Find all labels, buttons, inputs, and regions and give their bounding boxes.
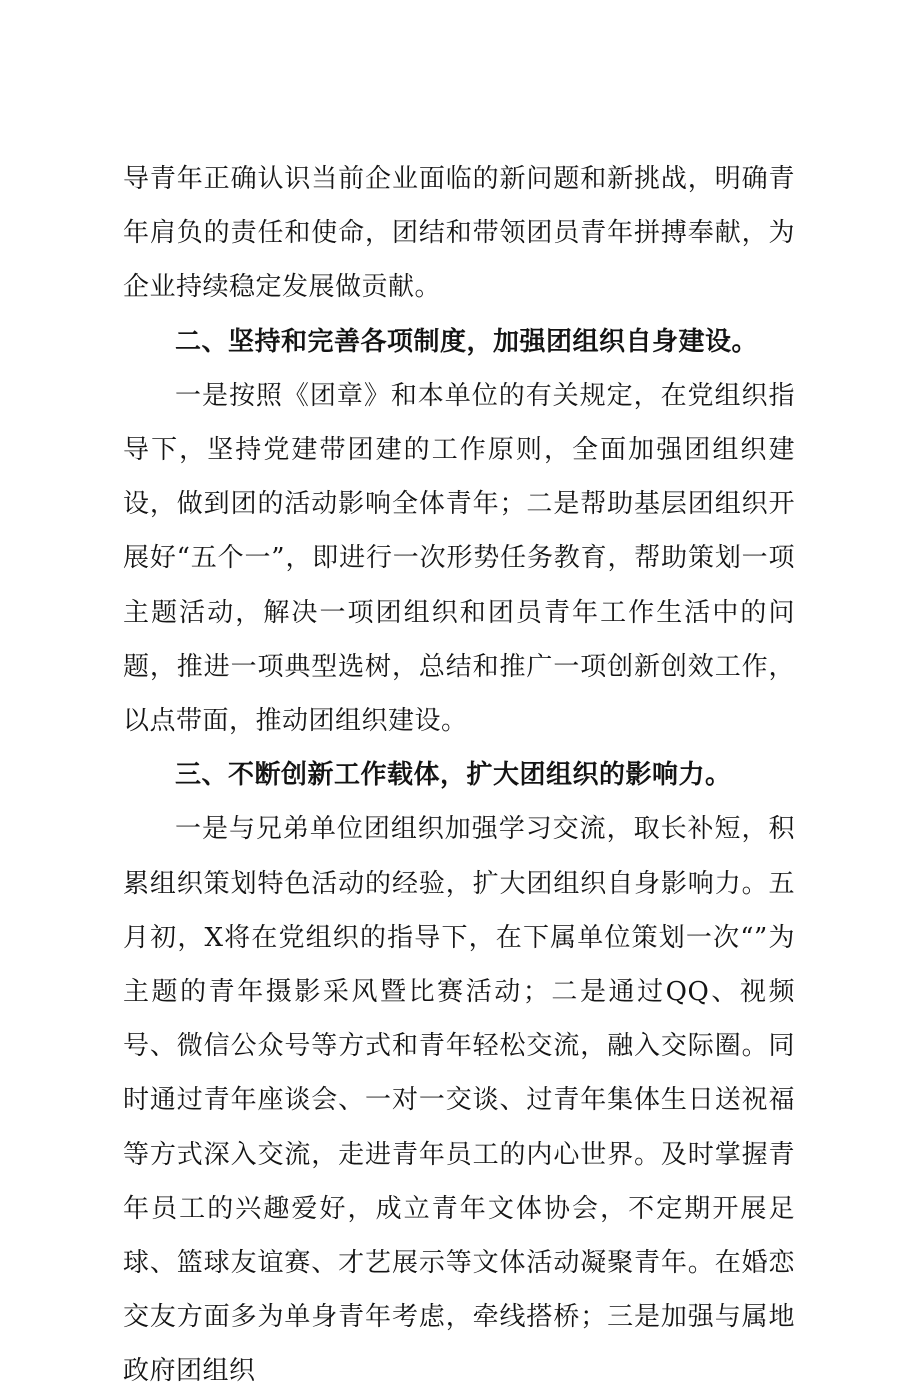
section-heading-3: 三、不断创新工作载体，扩大团组织的影响力。	[175, 760, 732, 791]
paragraph-continuation: 导青年正确认识当前企业面临的新问题和新挑战，明确青年肩负的责任和使命，团结和带领团员青年拼搏奉献，为企业持续稳定发展做贡献。	[123, 164, 795, 303]
paragraph-section-3: 一是与兄弟单位团组织加强学习交流，取长补短，积累组织策划特色活动的经验，扩大团组织自身影响力。五月初，X将在党组织的指导下，在下属单位策划一次“”为主题的青年摄影采风暨比赛活动；二是通过QQ、视频号、微信公众号等方式和青年轻松交流，融入交际圈。同时通过青年座谈会、一对一交谈、过青年集体生日送祝福等方式深入交流，走进青年员工的内心世界。及时掌握青年员工的兴趣爱好，成立青年文体协会，不定期开展足球、篮球友谊赛、才艺展示等文体活动凝聚青年。在婚恋交友方面多为单身青年考虑，牵线搭桥；三是加强与属地政府团组织	[123, 814, 795, 1387]
section-heading-2: 二、坚持和完善各项制度，加强团组织自身建设。	[175, 326, 759, 357]
document-body	[123, 152, 795, 1399]
paragraph-section-2: 一是按照《团章》和本单位的有关规定，在党组织指导下，坚持党建带团建的工作原则，全面加强团组织建设，做到团的活动影响全体青年；二是帮助基层团组织开展好“五个一”，即进行一次形势任务教育，帮助策划一项主题活动，解决一项团组织和团员青年工作生活中的问题，推进一项典型选树，总结和推广一项创新创效工作，以点带面，推动团组织建设。	[123, 380, 795, 737]
